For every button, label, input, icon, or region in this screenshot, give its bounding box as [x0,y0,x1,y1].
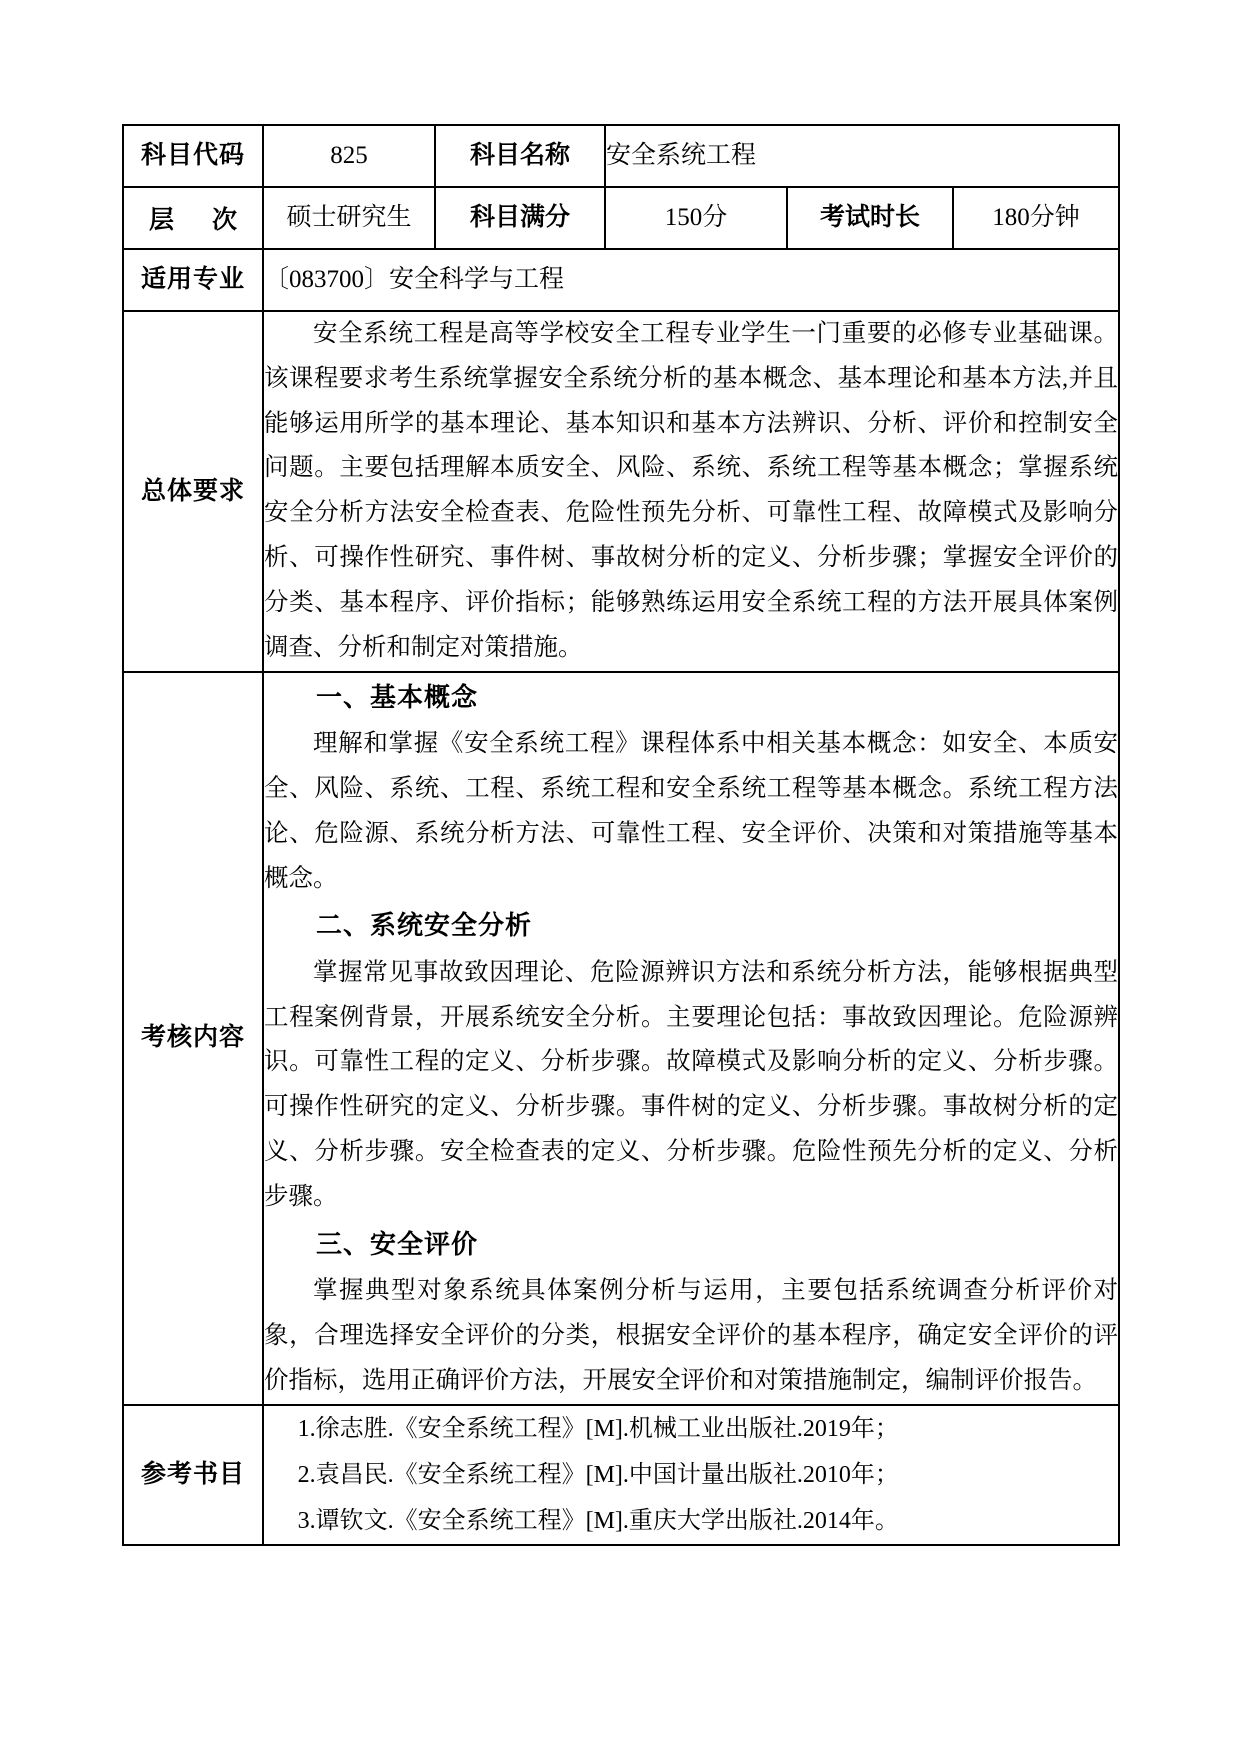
section-body-2: 掌握常见事故致因理论、危险源辨识方法和系统分析方法，能够根据典型工程案例背景，开展系统安全分析。主要理论包括：事故致因理论。危险源辨识。可靠性工程的定义、分析步骤。故障模式及影响分析的定义、分析步骤。可操作性研究的定义、分析步骤。事件树的定义、分析步骤。事故树分析的定义、分析步骤。安全检查表的定义、分析步骤。危险性预先分析的定义、分析步骤。 [264,958,1118,1210]
major-value: 〔083700〕安全科学与工程 [263,249,1119,311]
table-row-level [123,187,1119,249]
reference-item: 2.袁昌民.《安全系统工程》[M].中国计量出版社.2010年； [297,1461,899,1488]
level-label-part1: 层 [148,207,174,234]
section-heading-3: 三、安全评价 [316,1229,479,1259]
section-body-1: 理解和掌握《安全系统工程》课程体系中相关基本概念：如安全、本质安全、风险、系统、工程、系统工程和安全系统工程等基本概念。系统工程方法论、危险源、系统分析方法、可靠性工程、安全评价、决策和对策措施等基本概念。 [264,730,1118,892]
table-row-exam-content [123,672,1119,1405]
level-label-part2: 次 [212,207,238,234]
subject-name-label: 科目名称 [435,125,605,187]
exam-duration-value: 180分钟 [953,187,1119,249]
exam-duration-label: 考试时长 [787,187,953,249]
level-label [123,187,263,249]
references-label: 参考书目 [123,1405,263,1545]
subject-code-label: 科目代码 [123,125,263,187]
level-value: 硕士研究生 [263,187,435,249]
subject-code-value: 825 [263,125,435,187]
syllabus-table [122,124,1120,1546]
full-score-value: 150分 [605,187,787,249]
table-row-subject-code [123,125,1119,187]
table-row-references [123,1405,1119,1545]
overall-requirements-paragraph: 安全系统工程是高等学校安全工程专业学生一门重要的必修专业基础课。该课程要求考生系统掌握安全系统分析的基本概念、基本理论和基本方法,并且能够运用所学的基本理论、基本知识和基本方法辨识、分析、评价和控制安全问题。主要包括理解本质安全、风险、系统、系统工程等基本概念；掌握系统安全分析方法安全检查表、危险性预先分析、可靠性工程、故障模式及影响分析、可操作性研究、事件树、事故树分析的定义、分析步骤；掌握安全评价的分类、基本程序、评价指标；能够熟练运用安全系统工程的方法开展具体案例调查、分析和制定对策措施。 [264,320,1118,661]
section-heading-1: 一、基本概念 [316,682,479,712]
section-heading-2: 二、系统安全分析 [316,911,533,941]
full-score-label: 科目满分 [435,187,605,249]
subject-name-value: 安全系统工程 [605,125,1119,187]
reference-item: 1.徐志胜.《安全系统工程》[M].机械工业出版社.2019年； [297,1415,899,1442]
major-label: 适用专业 [123,249,263,311]
reference-item: 3.谭钦文.《安全系统工程》[M].重庆大学出版社.2014年。 [297,1507,899,1534]
exam-content-body [263,672,1119,1405]
table-row-overall-requirements [123,311,1119,672]
references-list [263,1405,1119,1545]
section-body-3: 掌握典型对象系统具体案例分析与运用，主要包括系统调查分析评价对象，合理选择安全评价的分类，根据安全评价的基本程序，确定安全评价的评价指标，选用正确评价方法，开展安全评价和对策措施制定，编制评价报告。 [264,1277,1118,1394]
exam-content-label: 考核内容 [123,672,263,1405]
overall-requirements-label: 总体要求 [123,311,263,672]
table-row-major [123,249,1119,311]
overall-requirements-content [263,311,1119,672]
